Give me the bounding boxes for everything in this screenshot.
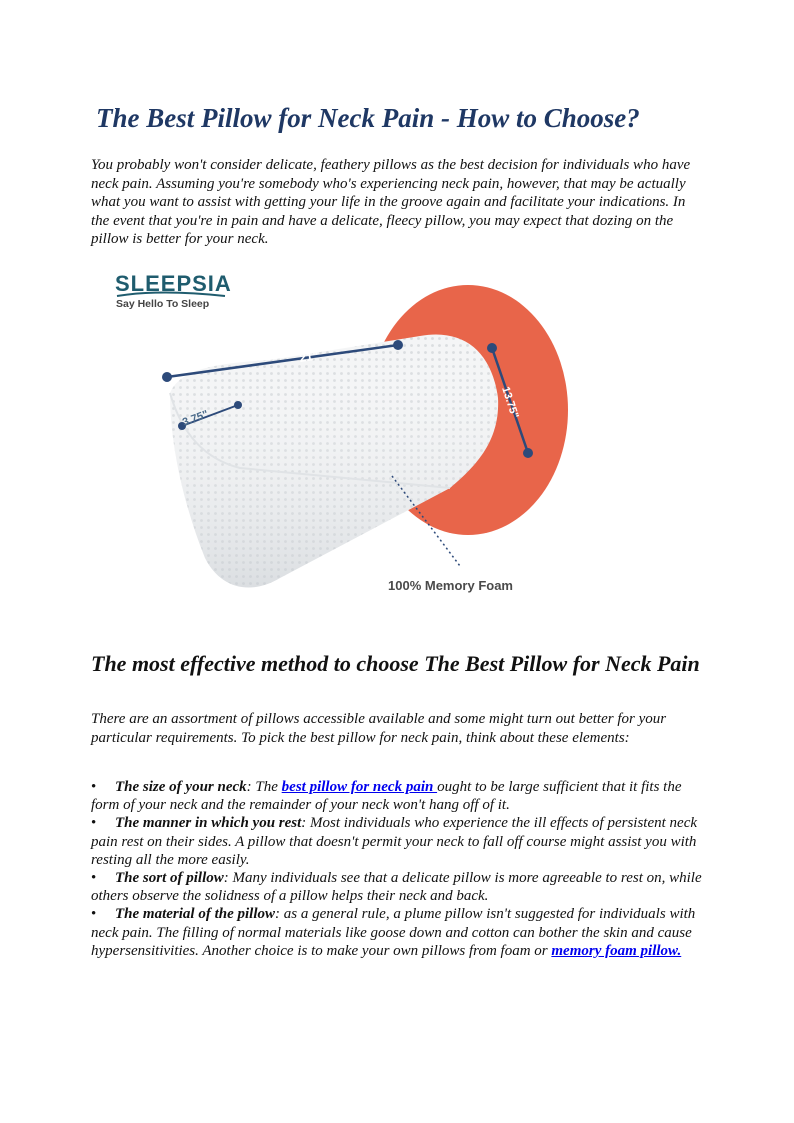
bullet-marker: • xyxy=(91,870,97,887)
list-item-term: The manner in which you rest xyxy=(115,815,302,832)
brand-tagline: Say Hello To Sleep xyxy=(116,298,210,310)
list-item-term: The sort of pillow xyxy=(115,870,224,887)
list-item xyxy=(91,905,703,960)
list-item xyxy=(91,778,703,814)
section-heading: The most effective method to choose The Best Pillow for Neck Pain xyxy=(91,651,700,676)
list-item-term: The material of the pillow xyxy=(115,906,275,923)
list-item-text: ought to be large sufficient that it fits the form of your neck and the remainder of your neck won't hang off of it. xyxy=(91,779,682,814)
bullet-marker: • xyxy=(91,906,97,923)
list-item-text: : as a general rule, a plume pillow isn't suggested for individuals with neck pain. The filling of normal materials like goose down and cotton can bother the skin and cause hypersensitivities. Another choice is to make your own pillows from foam or xyxy=(91,906,696,959)
material-label: 100% Memory Foam xyxy=(388,578,513,593)
memory-foam-link[interactable]: memory foam pillow. xyxy=(551,942,682,959)
product-image xyxy=(100,258,600,608)
list-item-text: : Most individuals who experience the ill effects of persistent neck pain rest on their sides. A pillow that doesn't permit your neck to fall off course might assist you with resting all the more easily. xyxy=(91,815,698,868)
list-item xyxy=(91,869,703,905)
best-pillow-link[interactable]: best pillow for neck pain xyxy=(281,779,438,795)
factor-list xyxy=(91,778,703,960)
list-item-text: : The xyxy=(246,779,282,795)
dimension-height-label: 13.75" xyxy=(499,385,521,421)
page-title: The Best Pillow for Neck Pain - How to Choose? xyxy=(96,103,640,133)
bullet-marker: • xyxy=(91,779,97,795)
pillow-shape xyxy=(170,335,498,588)
list-item-text: : Many individuals see that a delicate pillow is more agreeable to rest on, while others observe the solidness of a pillow helps their neck and back. xyxy=(91,870,702,905)
bullet-marker: • xyxy=(91,815,97,832)
list-item-term: The size of your neck xyxy=(115,779,247,795)
dimension-length-label: 21" xyxy=(298,348,320,365)
sleepsia-logo xyxy=(115,271,232,310)
dimension-depth-label: 3.75" xyxy=(180,408,211,429)
brand-name: SLEEPSIA xyxy=(115,271,232,296)
section-lead: There are an assortment of pillows accessible available and some might turn out better for your particular requirements. To pick the best pillow for neck pain, think about these elements: xyxy=(91,711,667,746)
list-item xyxy=(91,814,703,869)
intro-paragraph: You probably won't consider delicate, feathery pillows as the best decision for individuals who have neck pain. Assuming you're somebody who's experiencing neck pain, however, that may be actually what you want to assist with getting your life in the groove again and facilitate your indications. In the event that you're in pain and have a delicate, fleecy pillow, you may expect that dozing on the pillow is better for your neck. xyxy=(91,157,691,247)
pillow-illustration xyxy=(100,258,600,608)
